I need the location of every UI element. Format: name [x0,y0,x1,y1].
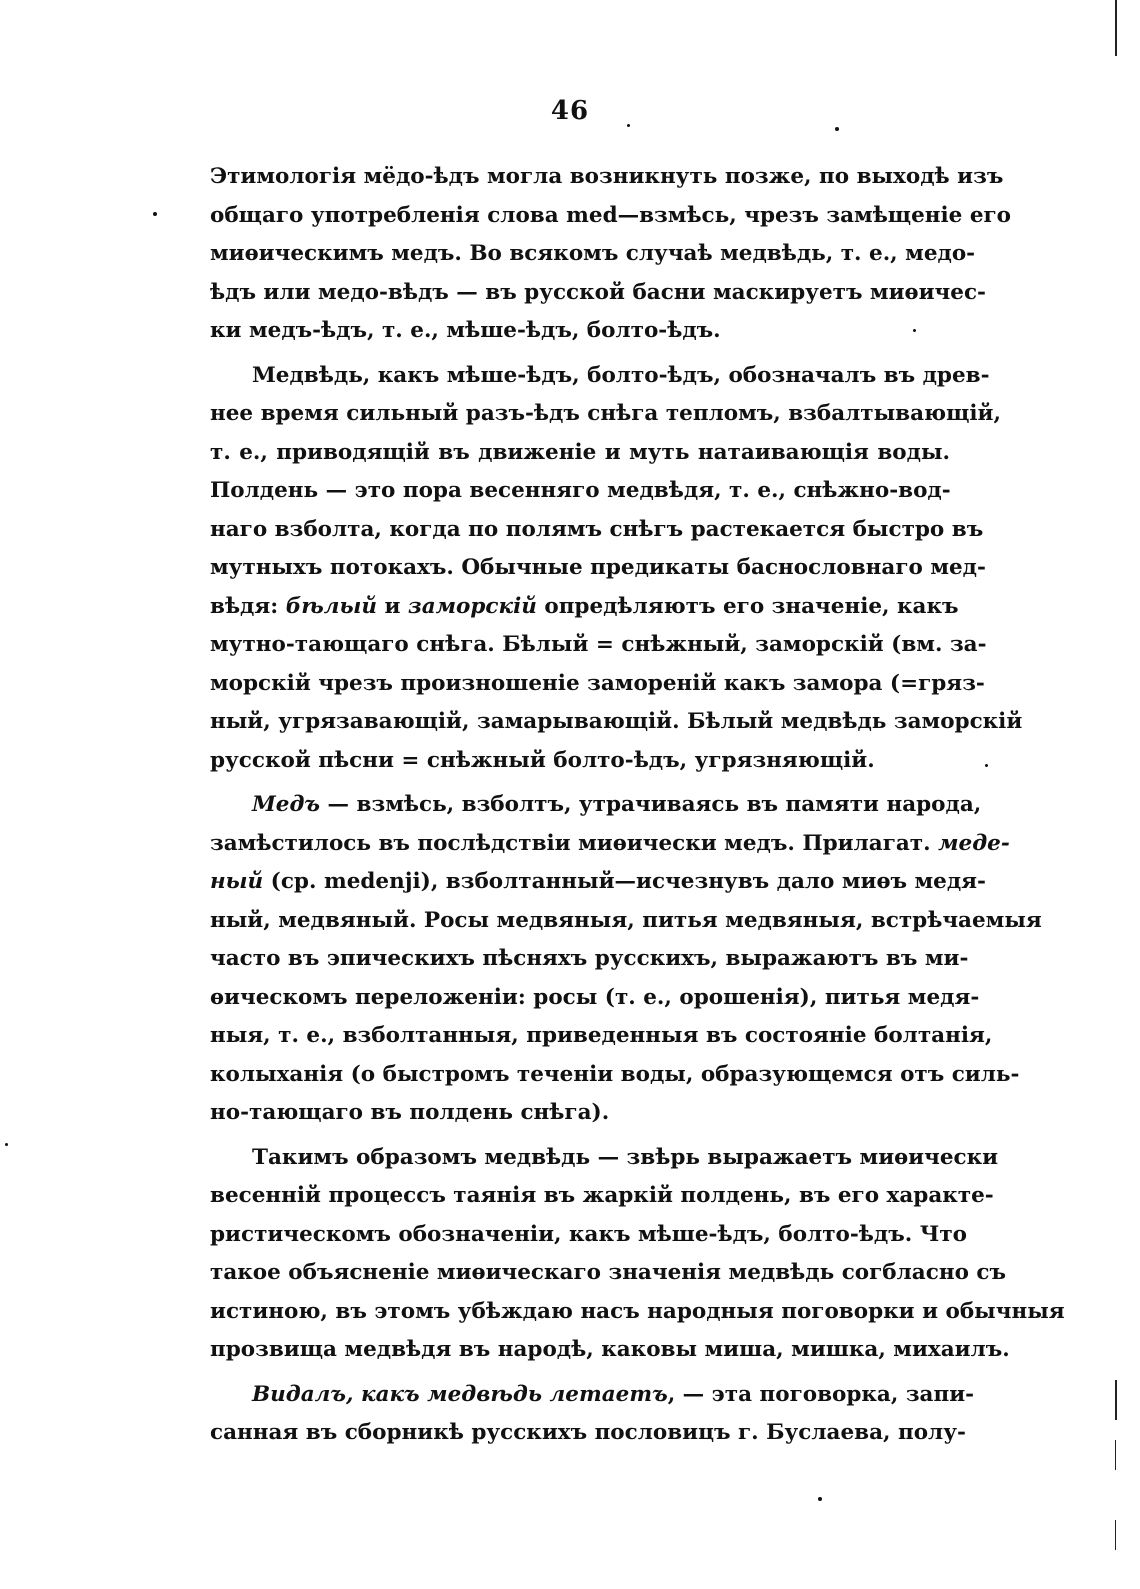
page-number: 46 [550,96,590,126]
text-line [210,863,986,902]
text-run: ѳическомъ переложеніи: росы (т. е., орошенія), питья медя- [210,984,980,1010]
text-run: ный, угрязавающій, замарывающій. Бѣлый медвѣдь заморскій [210,709,1023,734]
italic-text: заморскій [407,593,537,619]
scan-speck [818,1497,822,1501]
text-line [210,902,1042,941]
scan-speck [153,212,157,216]
italic-text: меде- [938,830,1010,856]
text-run: ки медъ-ѣдъ, т. е., мѣше-ѣдъ, болто-ѣдъ. [210,318,721,343]
text-line [210,235,976,274]
text-line [210,197,1012,236]
text-run: и [377,593,408,619]
scan-speck [5,1143,8,1146]
text-line [210,549,986,588]
text-line [210,1376,975,1415]
text-line [210,312,950,351]
text-run: прозвища медвѣдя въ народѣ, каковы мишa, мишка, михаилъ. [210,1337,1010,1362]
text-line [210,395,1001,434]
scan-edge-line [1115,1440,1116,1470]
text-line [210,434,950,473]
scan-speck [835,127,839,131]
text-run: но-тающаго въ полдень снѣга). [210,1100,610,1125]
scan-edge-line [1115,1520,1116,1550]
text-line [210,665,985,704]
text-line [210,472,950,511]
text-run: ный, медвяный. Росы медвяныя, питья медвяныя, встрѣчаемыя [210,907,1042,933]
text-run: русской пѣсни = снѣжный болто-ѣдъ, угрязняющій. [210,747,875,773]
text-line [210,940,969,979]
text-line [210,1414,966,1453]
text-run: колыханія (о быстромъ теченіи воды, образующемся отъ силь- [210,1061,1020,1087]
scan-edge-line [1115,0,1117,56]
text-run: Полдень — это пора весенняго медвѣдя, т. е., снѣжно-вод- [210,478,951,503]
text-run: весенній процессъ таянія въ жаркій полдень, въ его характе- [210,1183,994,1208]
text-line [210,588,959,627]
paragraph [210,357,1023,781]
text-run: ныя, т. е., взболтанныя, приведенныя въ состояніе болтанія, [210,1023,993,1048]
text-line [210,703,1023,742]
italic-text: Медъ [252,792,321,817]
text-run: нее время сильный разъ-ѣдъ снѣга тепломъ, взбалтывающій, [210,401,1001,426]
scan-speck [913,329,916,332]
text-run: , — эта поговорка, запи- [667,1381,975,1407]
body-text [210,158,1065,1459]
paragraph [210,1376,975,1453]
text-run: Этимологія мёдо-ѣдъ могла возникнуть позже, по выходѣ изъ [210,164,1004,189]
text-run: Медвѣдь, какъ мѣше-ѣдъ, болто-ѣдъ, обозначалъ въ древ- [252,362,990,388]
text-run: т. е., приводящій въ движеніе и муть натаивающія воды. [210,439,950,465]
text-run: мутныхъ потокахъ. Обычные предикаты баснословнаго мед- [210,555,986,580]
text-line [210,1331,1010,1370]
text-line [210,1254,1006,1293]
text-run: (ср. medenji), взболтанный—исчезнувъ дало миѳъ медя- [263,869,986,894]
text-run: общаго употребленія слова med—взмѣсь, чрезъ замѣщеніе его [210,202,1012,228]
italic-text: Видалъ, какъ медвѣдь летаетъ [252,1381,668,1407]
italic-text: бѣлый [285,593,378,619]
text-line [210,274,986,313]
text-run: вѣдя: [210,593,286,619]
text-line [210,1139,999,1178]
text-run: мутно-тающаго снѣга. Бѣлый = снѣжный, заморскій (вм. за- [210,632,987,657]
scan-speck [627,124,630,127]
text-run: истиною, въ этомъ убѣждаю насъ народныя поговорки и обычныя [210,1298,1065,1324]
text-run: санная въ сборникѣ русскихъ пословицъ г. Буслаева, полу- [210,1420,966,1445]
text-run: миѳическимъ медъ. Во всякомъ случаѣ медвѣдь, т. е., медо- [210,241,976,266]
text-line [210,626,987,665]
text-line [210,786,982,825]
text-line [210,357,990,396]
italic-text: ный [210,869,264,894]
text-line [210,1017,993,1056]
text-run: — взмѣсь, взболтъ, утрачиваясь въ памяти народа, [320,792,982,817]
text-run: замѣстилось въ послѣдствіи миѳически медъ. Прилагат. [210,830,939,856]
scan-speck [985,764,988,767]
text-line [210,742,950,781]
text-line [210,511,984,550]
scan-edge-line [1115,1380,1117,1420]
paragraph [210,1139,1065,1370]
text-run: ѣдъ или медо-вѣдъ — въ русской басни маскируетъ миѳичес- [210,279,986,305]
text-run: опредѣляютъ его значеніе, какъ [536,593,959,619]
text-line [210,1094,950,1133]
paragraph [210,158,1012,351]
text-run: наго взболта, когда по полямъ снѣгъ растекается быстро въ [210,516,984,542]
text-run: морскій чрезъ произношеніе замореній какъ заморa (=гряз- [210,670,985,696]
text-run: Такимъ образомъ медвѣдь — звѣрь выражаетъ миѳически [252,1144,999,1170]
text-line [210,825,1010,864]
text-line [210,1056,1020,1095]
paragraph [210,786,1042,1133]
text-line [210,1177,994,1216]
text-run: такое объясненіе миѳическаго значенія медвѣдь согбласно съ [210,1260,1006,1285]
text-run: ристическомъ обозначеніи, какъ мѣше-ѣдъ, болто-ѣдъ. Что [210,1221,968,1247]
text-line [210,1293,1065,1332]
text-run: часто въ эпическихъ пѣсняхъ русскихъ, выражаютъ въ ми- [210,946,969,971]
text-line [210,1216,968,1255]
text-line [210,158,1004,197]
text-line [210,979,980,1018]
